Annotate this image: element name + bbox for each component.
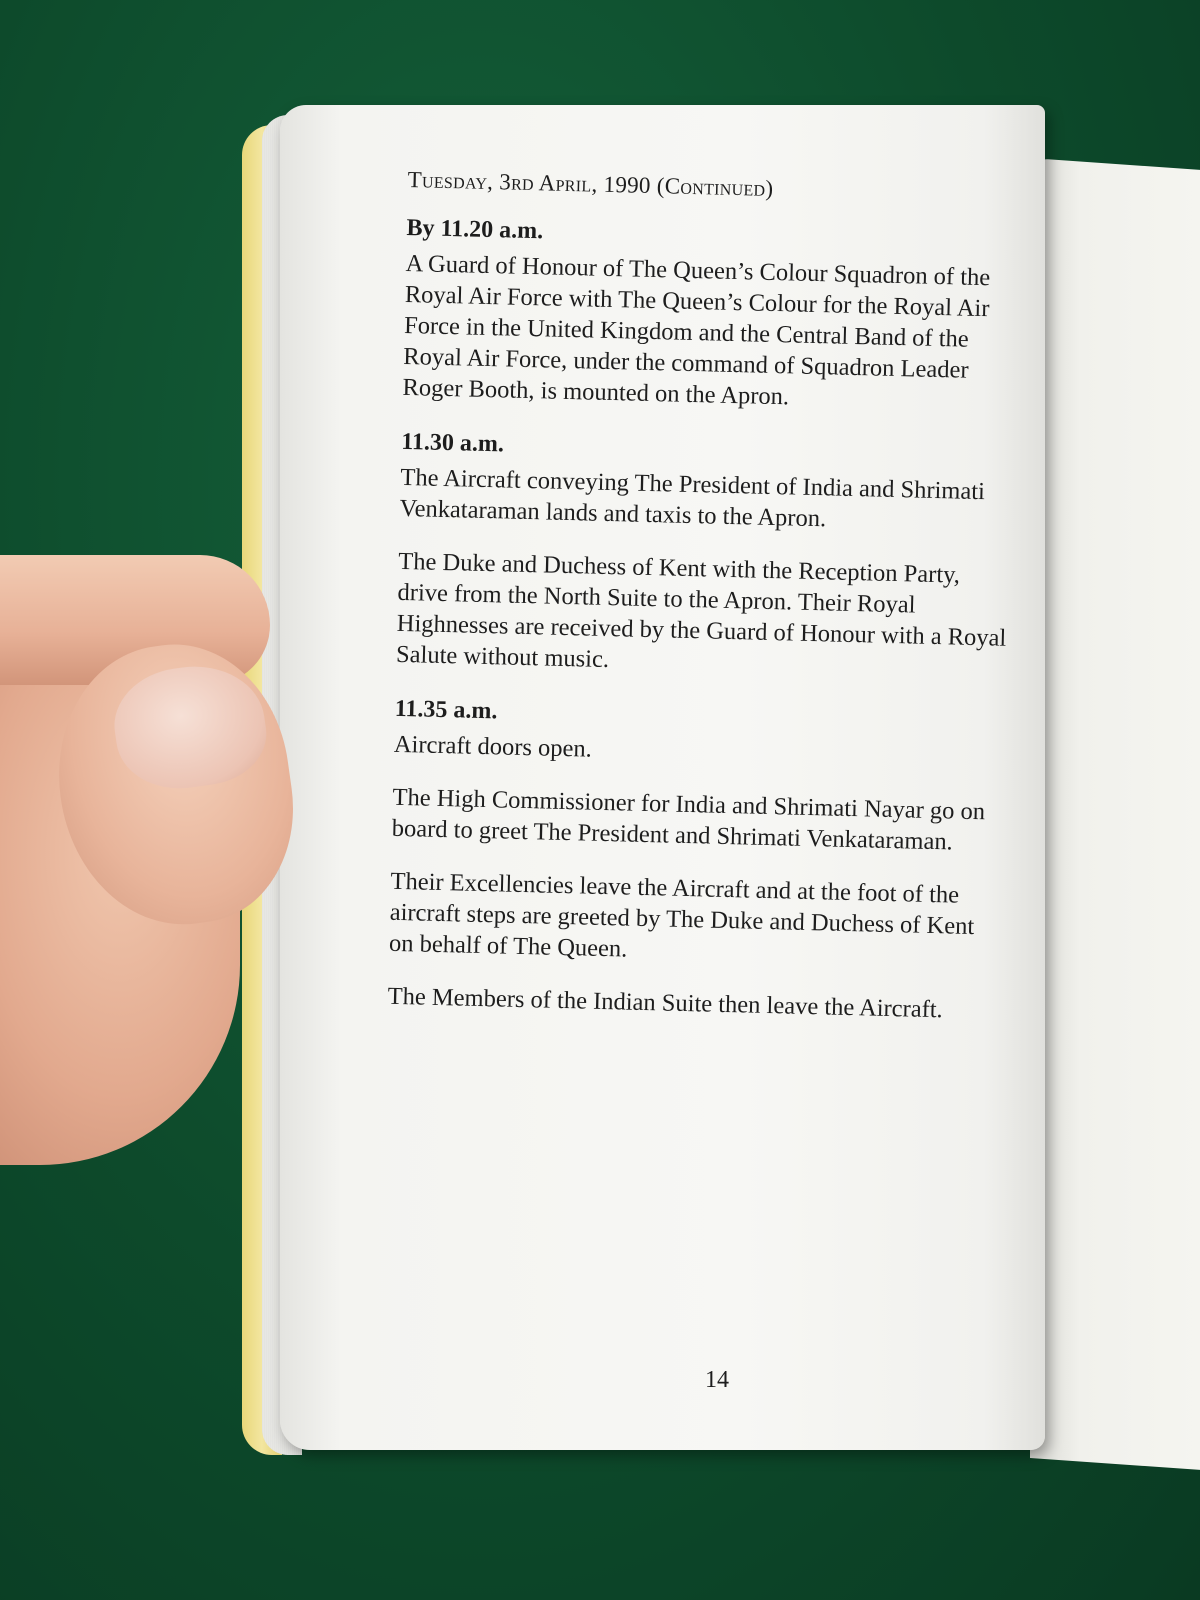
time-heading: By 11.20 a.m. (406, 214, 544, 245)
time-heading: 11.30 a.m. (400, 428, 505, 458)
paragraph: The Members of the Indian Suite then leave the Aircraft. (387, 982, 944, 1024)
running-head: Tuesday, 3rd April, 1990 (Continued) (407, 167, 774, 201)
paragraph: Aircraft doors open. (393, 730, 593, 763)
booklet-page (280, 105, 1045, 1450)
section-1120 (402, 215, 1016, 418)
hand (0, 555, 370, 1255)
page-content (387, 167, 1018, 1053)
page-number: 14 (705, 1367, 729, 1393)
paragraph: The High Commissioner for India and Shrimati Nayar go on board to greet The President and Shrimati Venkataraman. (391, 783, 986, 856)
paragraph: The Duke and Duchess of Kent with the Reception Party, drive from the North Suite to the Apron. Their Royal Highnesses are received by the Guard of Honour with a Royal Salute without music. (395, 547, 1007, 674)
paragraph: Their Excellencies leave the Aircraft and at the foot of the aircraft steps are greeted by The Duke and Duchess of Kent on behalf of The Queen. (388, 867, 975, 963)
paragraph: The Aircraft conveying The President of India and Shrimati Venkataraman lands and taxis to the Apron. (399, 463, 986, 533)
paragraph: A Guard of Honour of The Queen’s Colour Squadron of the Royal Air Force with The Queen’s Colour for the Royal Air Force in the United Kingdom and the Central Band of the Royal Air Force, under the command of Squadron Leader Roger Booth, is mounted on the Apron. (402, 249, 991, 411)
time-heading: 11.35 a.m. (394, 695, 498, 725)
section-1130 (396, 429, 1012, 685)
section-1135 (387, 696, 1005, 1027)
facing-page (1030, 158, 1200, 1472)
